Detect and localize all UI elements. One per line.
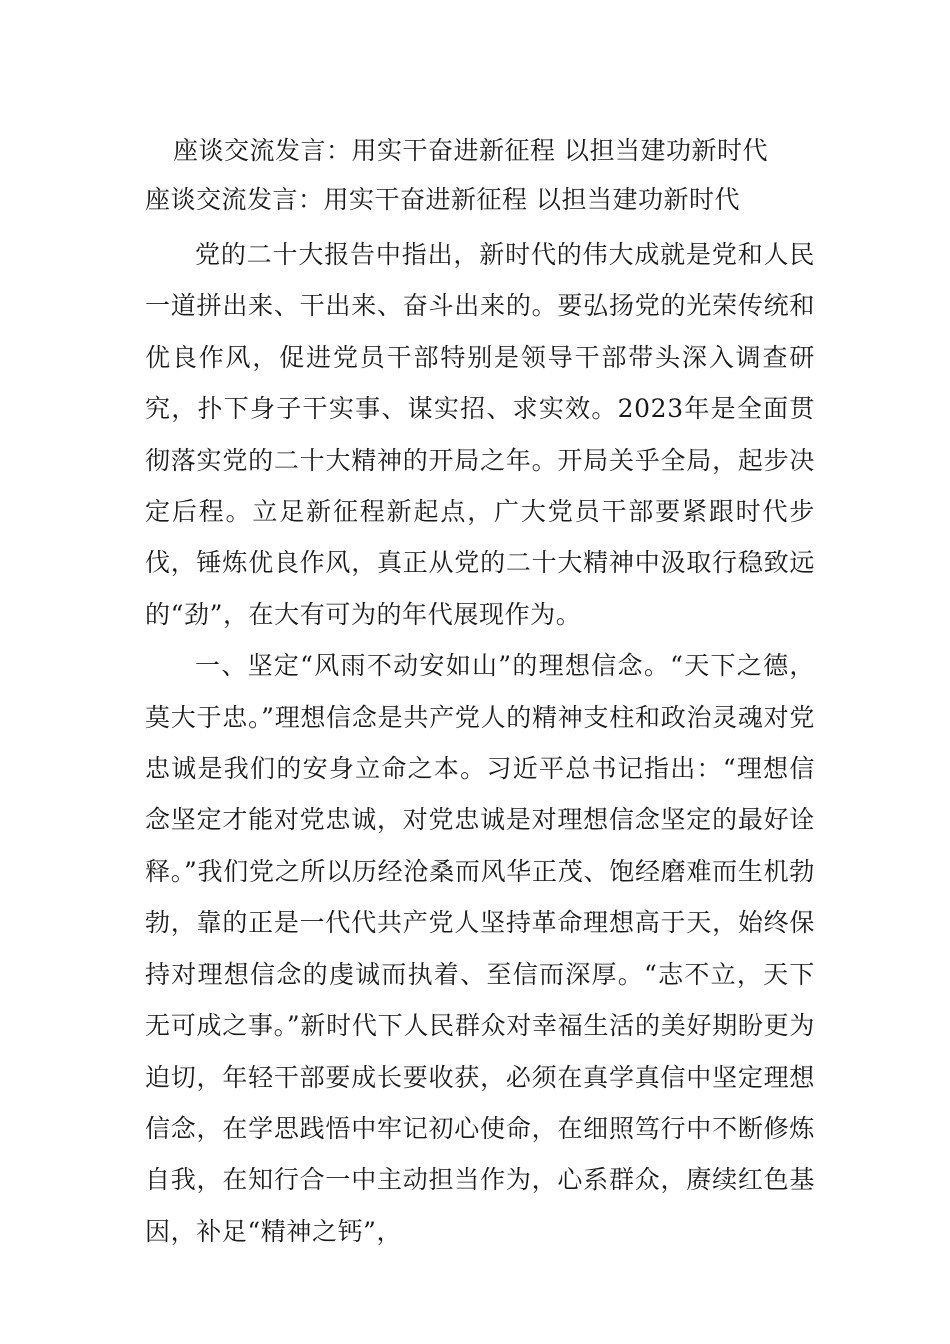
- document-title-repeat: 座谈交流发言：用实干奋进新征程 以担当建功新时代: [145, 185, 740, 214]
- document-body: [145, 229, 815, 1257]
- document-title: 座谈交流发言：用实干奋进新征程 以担当建功新时代: [173, 136, 768, 165]
- paragraph-intro: 党的二十大报告中指出，新时代的伟大成就是党和人民一道拼出来、干出来、奋斗出来的。要弘扬党的光荣传统和优良作风，促进党员干部特别是领导干部带头深入调查研究，扑下身子干实事、谋实招、求实效。2023年是全面贯彻落实党的二十大精神的开局之年。开局关乎全局，起步决定后程。立足新征程新起点，广大党员干部要紧跟时代步伐，锤炼优良作风，真正从党的二十大精神中汲取行稳致远的“劲”，在大有可为的年代展现作为。: [145, 240, 815, 629]
- paragraph-section-one: 一、坚定“风雨不动安如山”的理想信念。“天下之德，莫大于忠。”理想信念是共产党人的精神支柱和政治灵魂对党忠诚是我们的安身立命之本。习近平总书记指出：“理想信念坚定才能对党忠诚，对党忠诚是对理想信念坚定的最好诠释。”我们党之所以历经沧桑而风华正茂、饱经磨难而生机勃勃，靠的正是一代代共产党人坚持革命理想高于天，始终保持对理想信念的虔诚而执着、至信而深厚。“志不立，天下无可成之事。”新时代下人民群众对幸福生活的美好期盼更为迫切，年轻干部要成长要收获，必须在真学真信中坚定理想信念，在学思践悟中牢记初心使命，在细照笃行中不断修炼自我，在知行合一中主动担当作为，心系群众，赓续红色基因，补足“精神之钙”，: [145, 651, 815, 1246]
